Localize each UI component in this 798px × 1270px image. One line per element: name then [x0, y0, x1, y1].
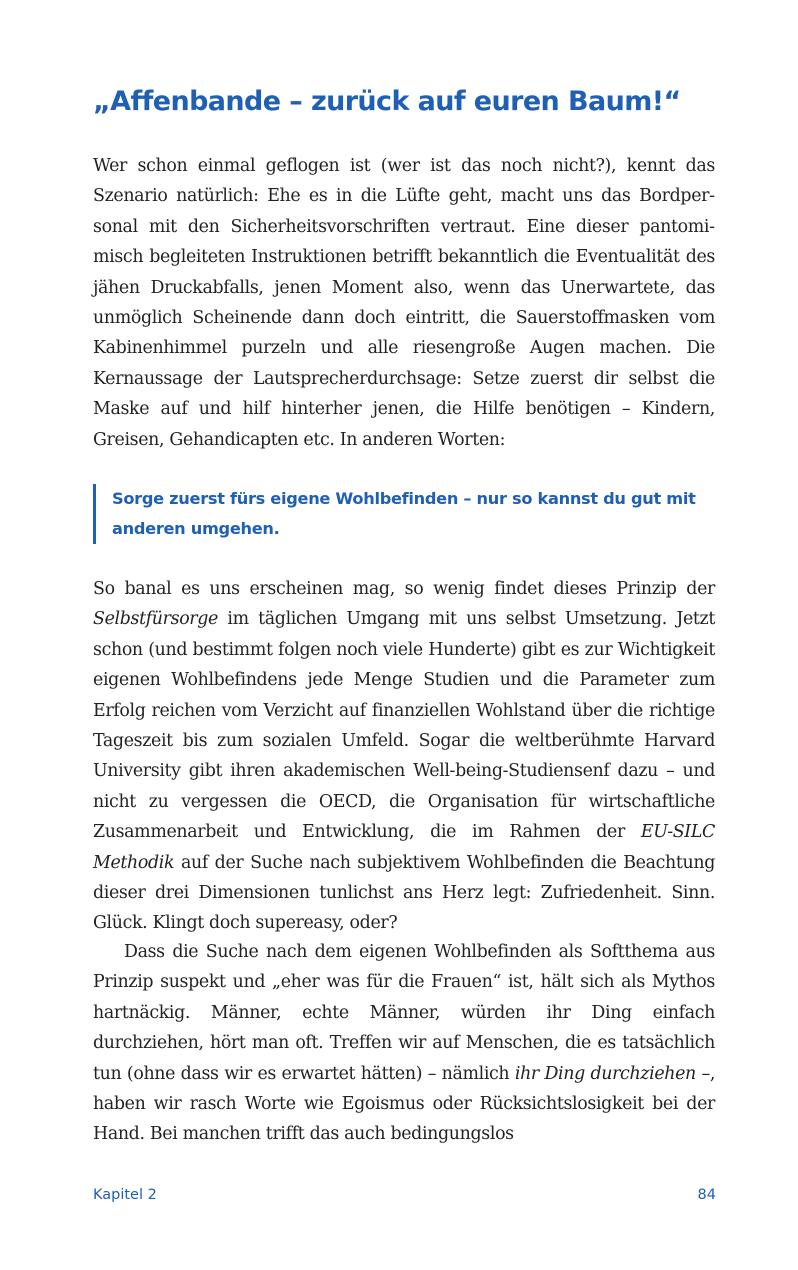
- paragraph-3-text-2: –, haben wir rasch Worte wie Egoismus oder Rücksichtslosigkeit bei der Hand. Bei manchen trifft das auch bedingungslos: [93, 1063, 715, 1145]
- section-heading: „Affenbande – zurück auf euren Baum!“: [93, 86, 681, 117]
- paragraph-2: [93, 574, 715, 939]
- paragraph-3: [93, 937, 715, 1150]
- paragraph-2-emphasis-1: Selbstfürsorge: [93, 609, 218, 630]
- paragraph-2-text-2: im täglichen Umgang mit uns selbst Umsetzung. Jetzt schon (und bestimmt folgen noch viele Hunderte) gibt es zur Wichtigkeit eigenen Wohlbefindens jede Menge Studien und die Parameter zum Erfolg reichen vom Verzicht auf finanziellen Wohlstand über die richtige Tageszeit bis zum sozialen Umfeld. Sogar die weltberühmte Harvard University gibt ihren akademischen Well-being-Studiensenf dazu – und nicht zu vergessen die OECD, die Organisation für wirtschaftliche Zusammenarbeit und Entwicklung, die im Rahmen der: [93, 609, 715, 843]
- paragraph-2-text-1: So banal es uns erscheinen mag, so wenig findet dieses Prinzip der: [93, 579, 715, 599]
- footer-chapter-label: Kapitel 2: [93, 1187, 157, 1203]
- pull-quote: [93, 484, 715, 544]
- paragraph-1: Wer schon einmal geflogen ist (wer ist das noch nicht?), kennt das Szenario natürlich: Ehe es in die Lüfte geht, macht uns das Bordpersonal mit den Sicherheitsvorschriften vertraut. Eine dieser pantomimisch begleiteten Instruktionen betrifft bekanntlich die Eventualität des jähen Druckabfalls, jenen Moment also, wenn das Unerwartete, das unmöglich Scheinende dann doch eintritt, die Sauerstoffmasken vom Kabinenhimmel purzeln und alle riesengroße Augen machen. Die Kernaussage der Lautsprecherdurchsage: Setze zuerst dir selbst die Maske auf und hilf hinterher jenen, die Hilfe benötigen – Kindern, Greisen, Gehandicapten etc. In anderen Worten:: [93, 156, 715, 450]
- paragraph-3-emphasis-1: ihr Ding durchziehen: [514, 1063, 696, 1084]
- pull-quote-text: Sorge zuerst fürs eigene Wohlbefinden – nur so kannst du gut mit anderen umgehen.: [112, 489, 696, 538]
- footer-page-number: 84: [697, 1187, 716, 1203]
- paragraph-2-text-3: auf der Suche nach subjektivem Wohlbefinden die Beachtung dieser drei Dimensionen tunlichst ans Herz legt: Zufriedenheit. Sinn. Glück. Klingt doch supereasy, oder?: [93, 852, 715, 934]
- paragraph-2-emphasis-2: EU-SILC Methodik: [93, 822, 715, 873]
- paragraph-3-text-1: Dass die Suche nach dem eigenen Wohlbefinden als Softthema aus Prinzip suspekt und „eher was für die Frauen“ ist, hält sich als Mythos hartnäckig. Männer, echte Männer, würden ihr Ding einfach durchziehen, hört man oft. Treffen wir auf Menschen, die es tatsächlich tun (ohne dass wir es erwartet hätten) – nämlich: [93, 942, 715, 1084]
